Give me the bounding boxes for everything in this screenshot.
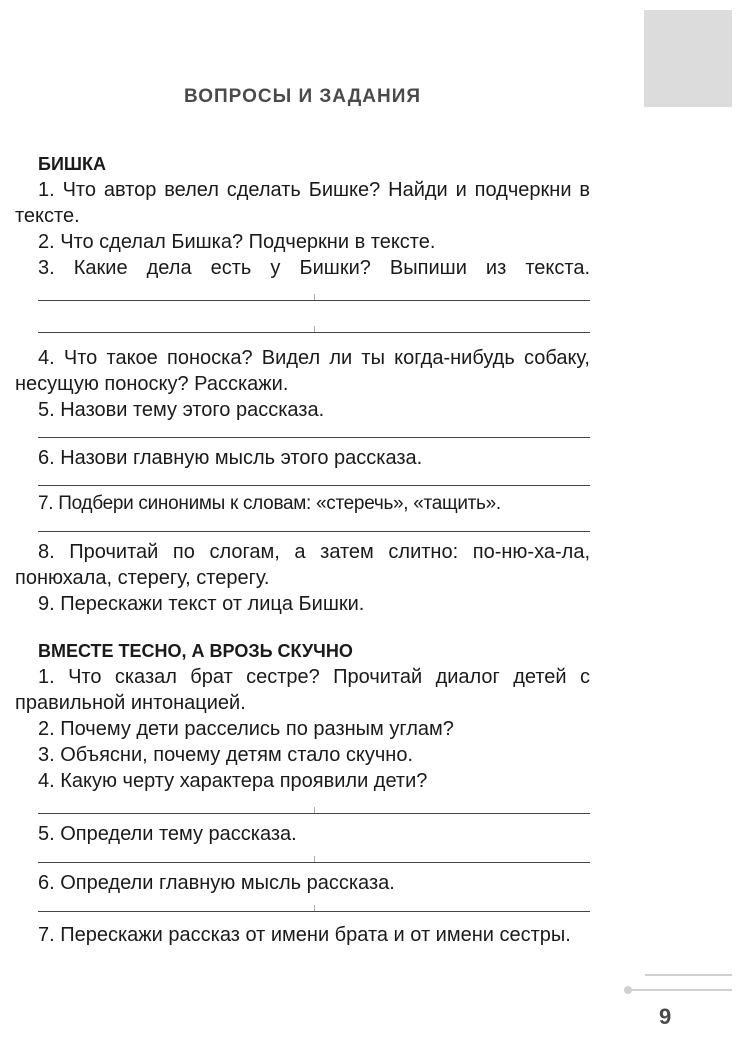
- page-number: 9: [659, 1004, 672, 1029]
- corner-tab-decoration: [644, 10, 732, 107]
- answer-line[interactable]: [38, 300, 590, 301]
- question-5: 5. Назови тему этого рассказа.: [38, 399, 325, 421]
- question-2: 2. Почему дети расселись по разным углам?: [38, 718, 454, 740]
- answer-line[interactable]: [38, 813, 590, 814]
- section-title: БИШКА: [38, 154, 106, 174]
- question-3: 3. Объясни, почему детям стало скучно.: [38, 744, 414, 766]
- question-8: 8. Прочитай по слогам, а затем слитно: по-ню-ха-ла, понюхала, стерегу, стерегу.: [15, 541, 590, 589]
- page-title: ВОПРОСЫ И ЗАДАНИЯ: [183, 86, 422, 107]
- question-1: 1. Что сказал брат сестре? Прочитай диалог детей с правильной интонацией.: [15, 666, 590, 714]
- footer-rule: [630, 989, 732, 991]
- section-vmeste-tesno: [15, 638, 590, 948]
- question-2: 2. Что сделал Бишка? Подчеркни в тексте.: [38, 231, 436, 253]
- question-6: 6. Определи главную мысль рассказа.: [38, 872, 395, 894]
- section-title: ВМЕСТЕ ТЕСНО, А ВРОЗЬ СКУЧНО: [38, 641, 353, 661]
- question-7: 7. Перескажи рассказ от имени брата и от имени сестры.: [38, 924, 571, 946]
- answer-line[interactable]: [38, 332, 590, 333]
- answer-line[interactable]: [38, 862, 590, 863]
- question-9: 9. Перескажи текст от лица Бишки.: [38, 593, 365, 615]
- question-3: 3. Какие дела есть у Бишки? Выпиши из текста.: [38, 257, 590, 279]
- footer-rule: [645, 974, 732, 976]
- answer-line[interactable]: [38, 437, 590, 438]
- question-4: 4. Какую черту характера проявили дети?: [38, 770, 428, 792]
- question-6: 6. Назови главную мысль этого рассказа.: [38, 447, 423, 469]
- answer-line[interactable]: [38, 485, 590, 486]
- answer-line[interactable]: [38, 911, 590, 912]
- question-1: 1. Что автор велел сделать Бишке? Найди и подчеркни в тексте.: [15, 179, 590, 227]
- question-5: 5. Определи тему рассказа.: [38, 823, 297, 845]
- question-4: 4. Что такое поноска? Видел ли ты когда-нибудь собаку, несущую поноску? Расскажи.: [15, 347, 590, 395]
- answer-line[interactable]: [38, 531, 590, 532]
- question-7: 7. Подбери синонимы к словам: «стеречь», «тащить».: [38, 493, 501, 514]
- section-bishka: [15, 151, 590, 617]
